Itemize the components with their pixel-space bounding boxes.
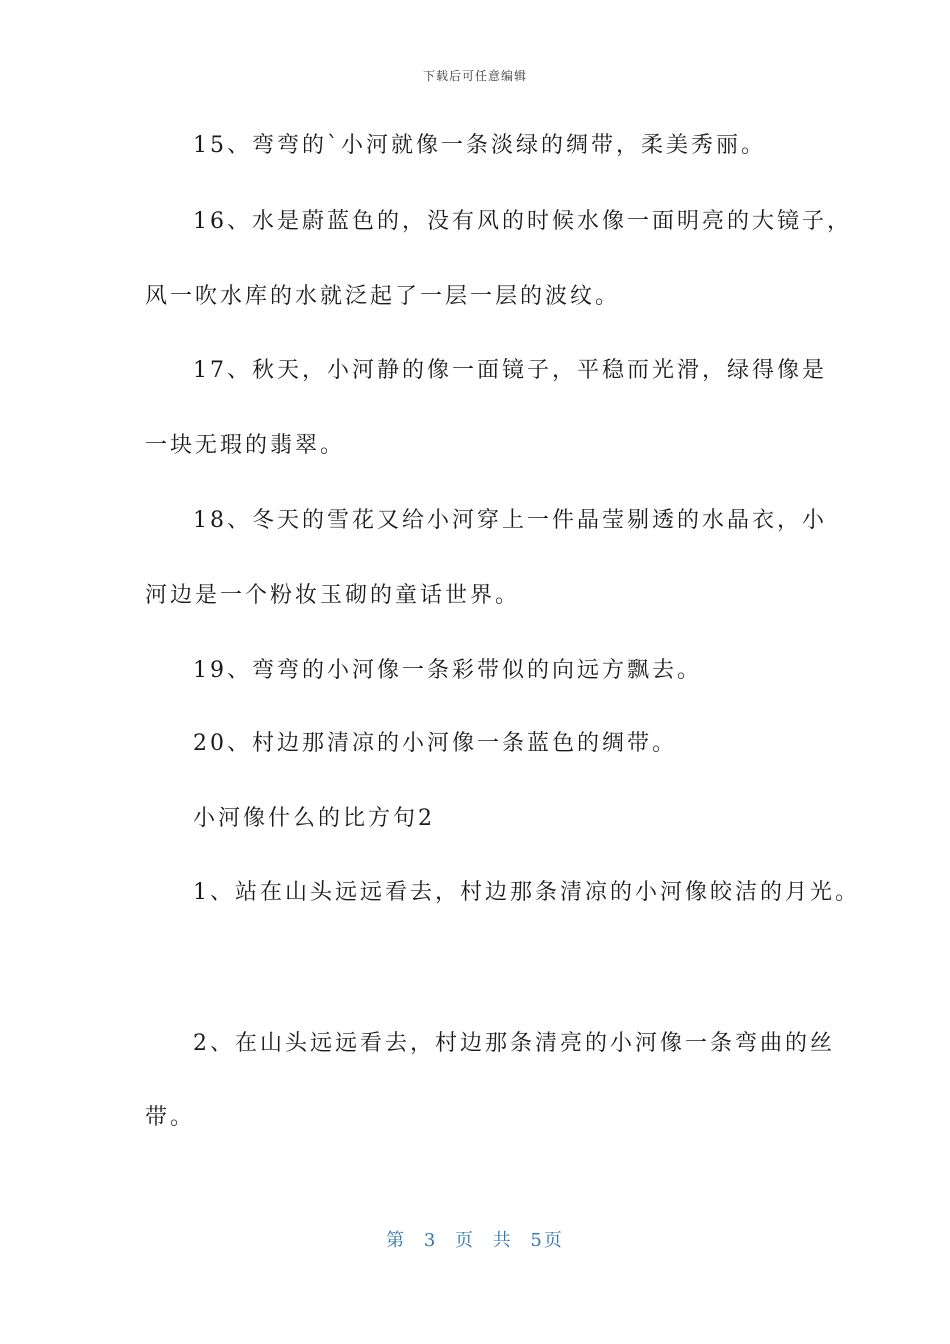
paragraph-line: 18、冬天的雪花又给小河穿上一件晶莹剔透的水晶衣，小 [193,508,827,533]
paragraph-line: 2、在山头远远看去，村边那条清亮的小河像一条弯曲的丝 [193,1031,835,1056]
paragraph-line: 一块无瑕的翡翠。 [145,433,346,458]
paragraph-line: 16、水是蔚蓝色的，没有风的时候水像一面明亮的大镜子， [193,209,852,234]
header-note: 下载后可任意编辑 [422,69,527,83]
paragraph-line: 河边是一个粉妆玉砌的童话世界。 [145,583,521,608]
paragraph-line: 1、站在山头远远看去，村边那条清凉的小河像皎洁的月光。 [193,880,860,905]
paragraph-line: 20、村边那清凉的小河像一条蓝色的绸带。 [193,731,677,756]
section-heading: 小河像什么的比方句2 [193,806,435,831]
page-number-footer: 第 3 页 共 5页 [386,1230,564,1251]
paragraph-line: 风一吹水库的水就泛起了一层一层的波纹。 [145,284,621,309]
paragraph-line: 带。 [145,1105,196,1130]
paragraph-line: 17、秋天，小河静的像一面镜子，平稳而光滑，绿得像是 [193,358,827,383]
paragraph-line: 19、弯弯的小河像一条彩带似的向远方飘去。 [193,658,702,683]
paragraph-line: 15、弯弯的`小河就像一条淡绿的绸带，柔美秀丽。 [193,133,766,158]
